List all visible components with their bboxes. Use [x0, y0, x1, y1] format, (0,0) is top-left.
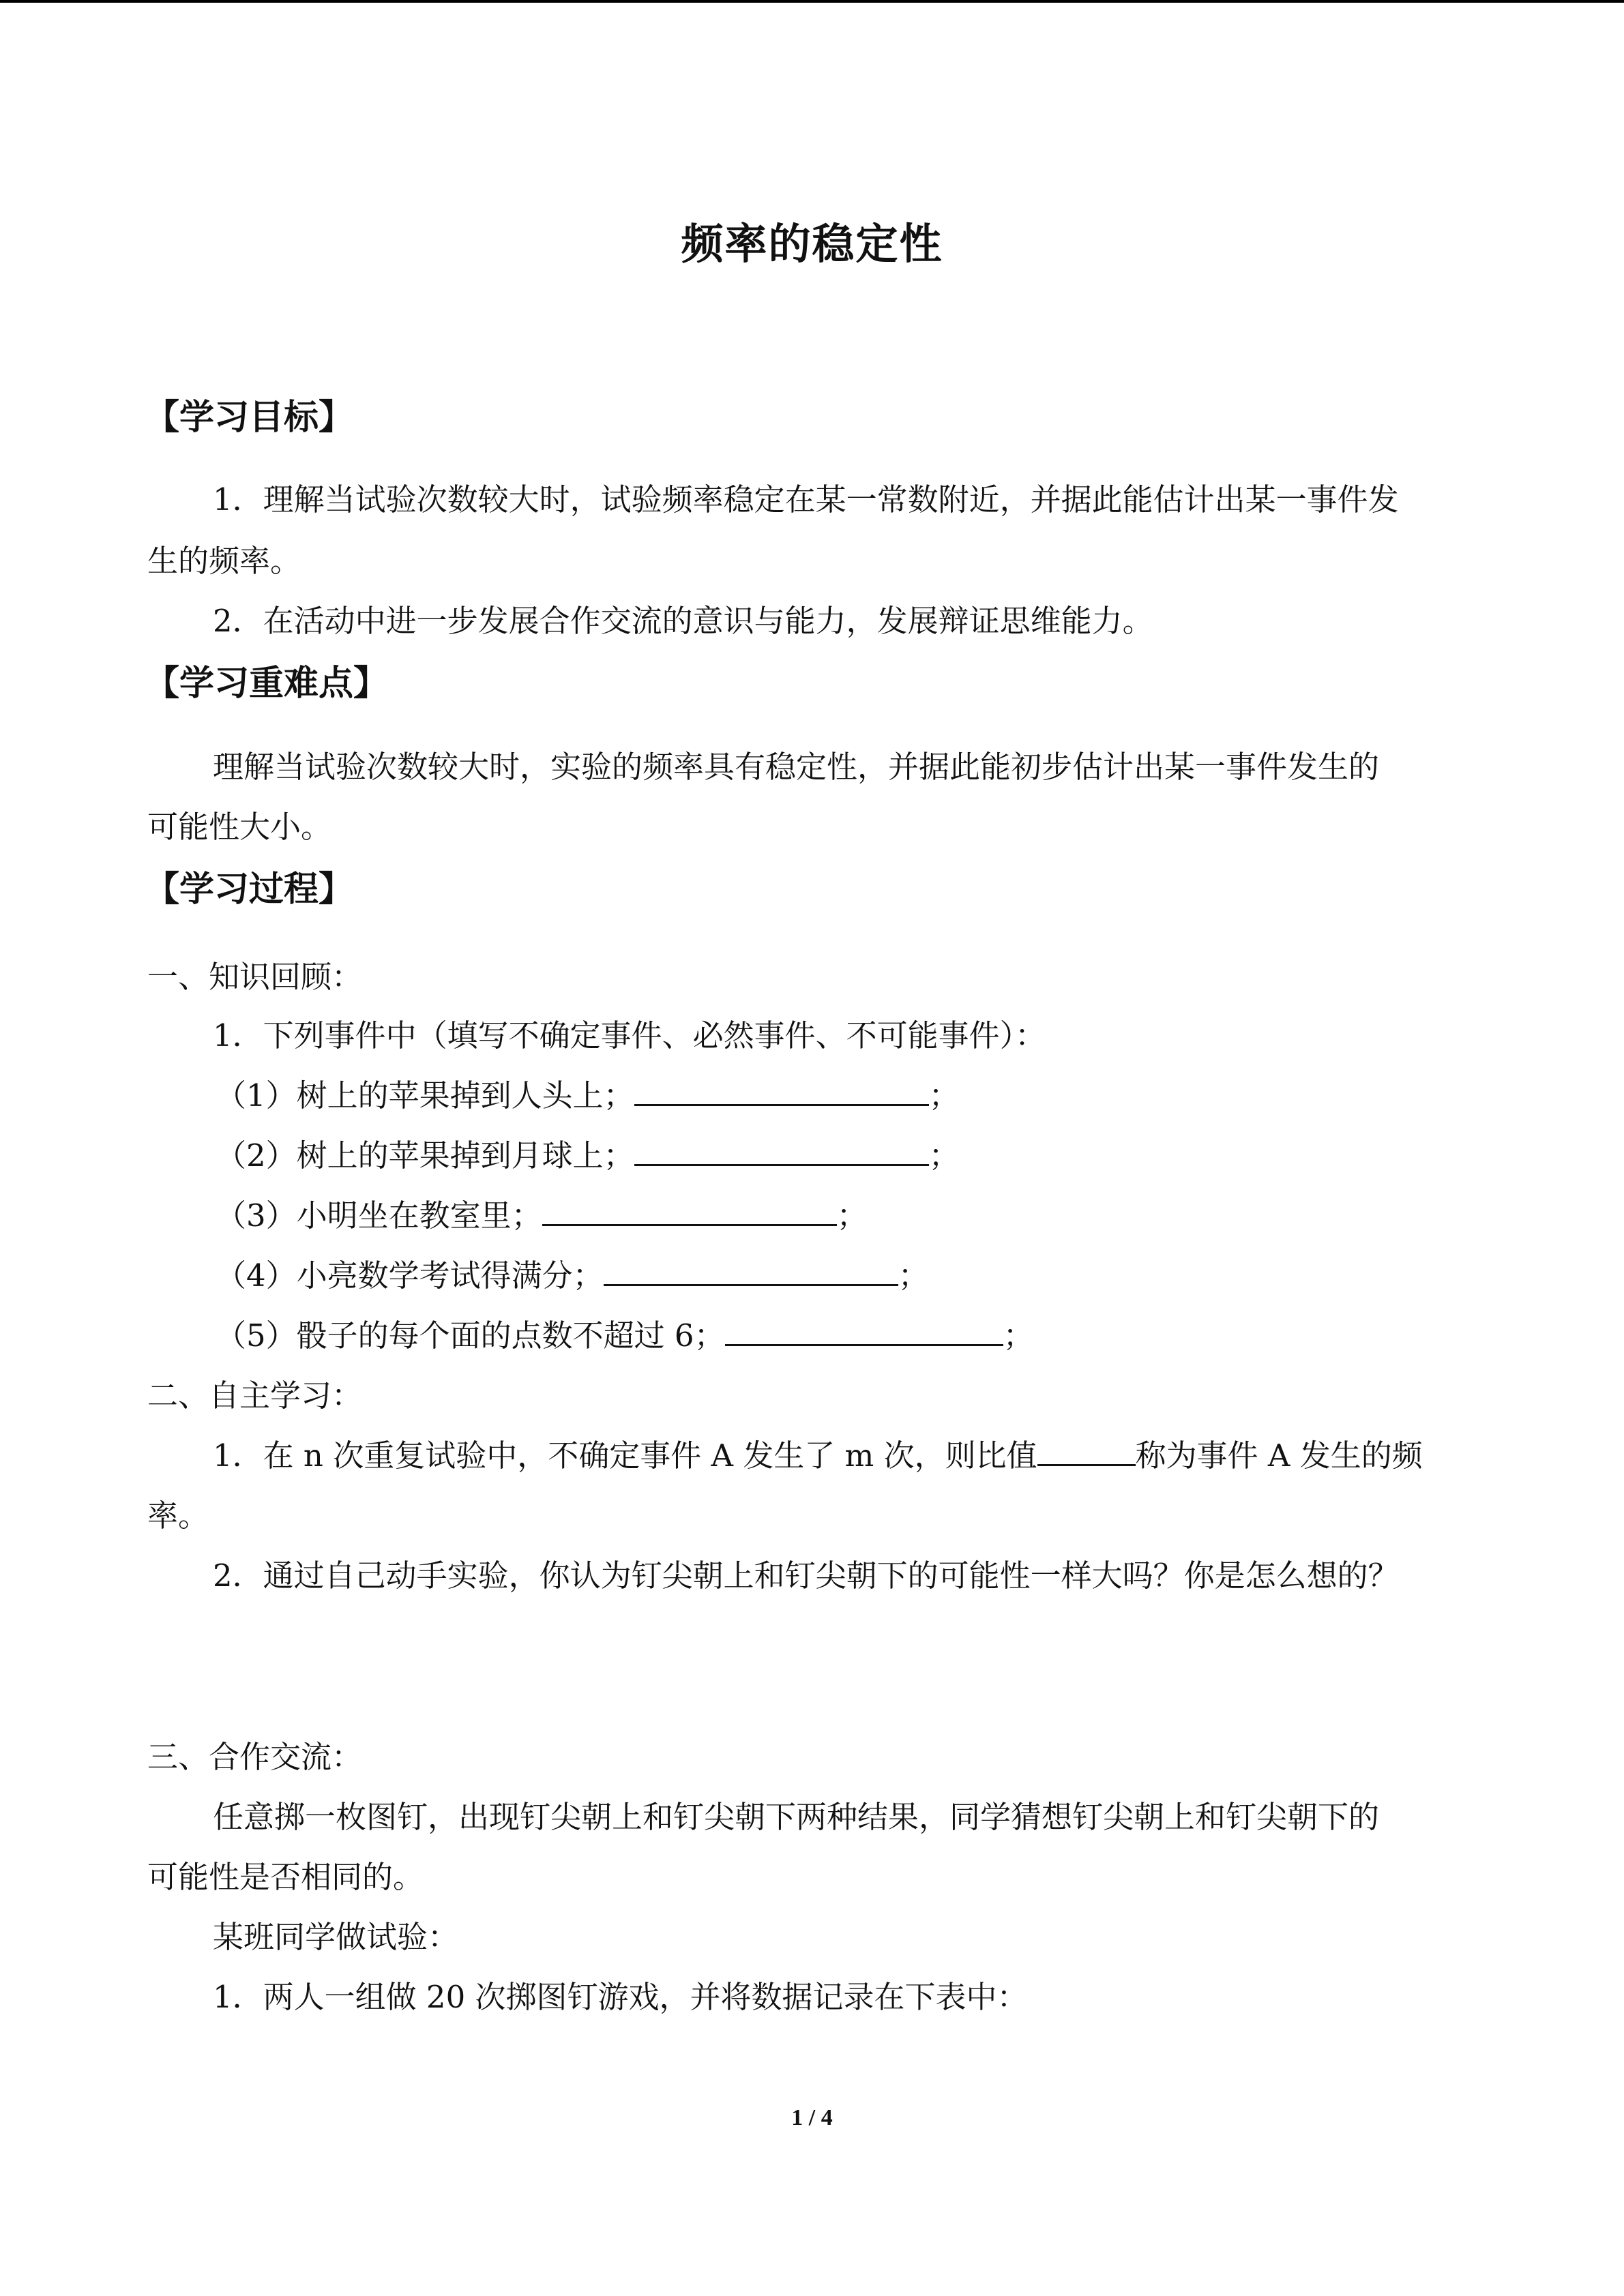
part1-heading: 一、知识回顾：: [147, 959, 363, 995]
item-text: （1）树上的苹果掉到人头上；: [216, 1077, 634, 1114]
list-item: [216, 1131, 960, 1175]
answer-blank[interactable]: [725, 1314, 1003, 1346]
list-item: [216, 1311, 1034, 1355]
answer-blank[interactable]: [542, 1194, 837, 1226]
keypoints-line-1: 理解当试验次数较大时，实验的频率具有稳定性，并据此能初步估计出某一事件发生的: [213, 749, 1380, 785]
keypoints-heading: 【学习重难点】: [145, 664, 389, 704]
item-text: （2）树上的苹果掉到月球上；: [216, 1137, 634, 1174]
answer-blank[interactable]: [634, 1134, 929, 1166]
goal-1-line-2: 生的频率。: [147, 543, 301, 579]
list-item: [216, 1251, 929, 1295]
part3-line-3: 某班同学做试验：: [213, 1919, 459, 1955]
part2-heading: 二、自主学习：: [147, 1377, 363, 1414]
part2-question-1: [213, 1431, 1423, 1475]
item-end: ；: [928, 1077, 960, 1114]
item-end: ；: [836, 1197, 868, 1234]
part3-line-4: 1．两人一组做 20 次掷图钉游戏，并将数据记录在下表中：: [213, 1979, 1028, 2015]
part3-line-1: 任意掷一枚图钉，出现钉尖朝上和钉尖朝下两种结果，同学猜想钉尖朝上和钉尖朝下的: [213, 1799, 1380, 1835]
part1-question-1: 1．下列事件中（填写不确定事件、必然事件、不可能事件）：: [213, 1017, 1046, 1054]
part2-question-1-line-2: 率。: [147, 1497, 209, 1534]
page-number: 1 / 4: [791, 2105, 833, 2130]
item-end: ；: [928, 1137, 960, 1174]
part3-line-2: 可能性是否相同的。: [147, 1859, 424, 1895]
goals-heading: 【学习目标】: [145, 398, 354, 438]
process-heading: 【学习过程】: [145, 869, 354, 910]
list-item: [216, 1071, 960, 1115]
top-border-line: [0, 0, 1624, 3]
page-title: 频率的稳定性: [681, 219, 943, 269]
item-text: （3）小明坐在教室里；: [216, 1197, 542, 1234]
goal-2: 2．在活动中进一步发展合作交流的意识与能力，发展辩证思维能力。: [213, 603, 1153, 639]
list-item: [216, 1191, 868, 1235]
question-text-after: 称为事件 A 发生的频: [1135, 1437, 1423, 1474]
question-text-before: 1．在 n 次重复试验中，不确定事件 A 发生了 m 次，则比值: [213, 1437, 1037, 1474]
answer-blank[interactable]: [634, 1074, 929, 1106]
part2-question-2: 2．通过自己动手实验，你认为钉尖朝上和钉尖朝下的可能性一样大吗？你是怎么想的？: [213, 1557, 1399, 1594]
part3-heading: 三、合作交流：: [147, 1739, 363, 1775]
item-text: （5）骰子的每个面的点数不超过 6；: [216, 1317, 725, 1354]
item-text: （4）小亮数学考试得满分；: [216, 1257, 604, 1294]
answer-blank[interactable]: [1037, 1434, 1136, 1466]
keypoints-line-2: 可能性大小。: [147, 809, 332, 845]
answer-blank[interactable]: [604, 1254, 898, 1286]
item-end: ；: [1003, 1317, 1034, 1354]
goal-1-line-1: 1．理解当试验次数较大时，试验频率稳定在某一常数附近，并据此能估计出某一事件发: [213, 481, 1399, 518]
item-end: ；: [898, 1257, 929, 1294]
